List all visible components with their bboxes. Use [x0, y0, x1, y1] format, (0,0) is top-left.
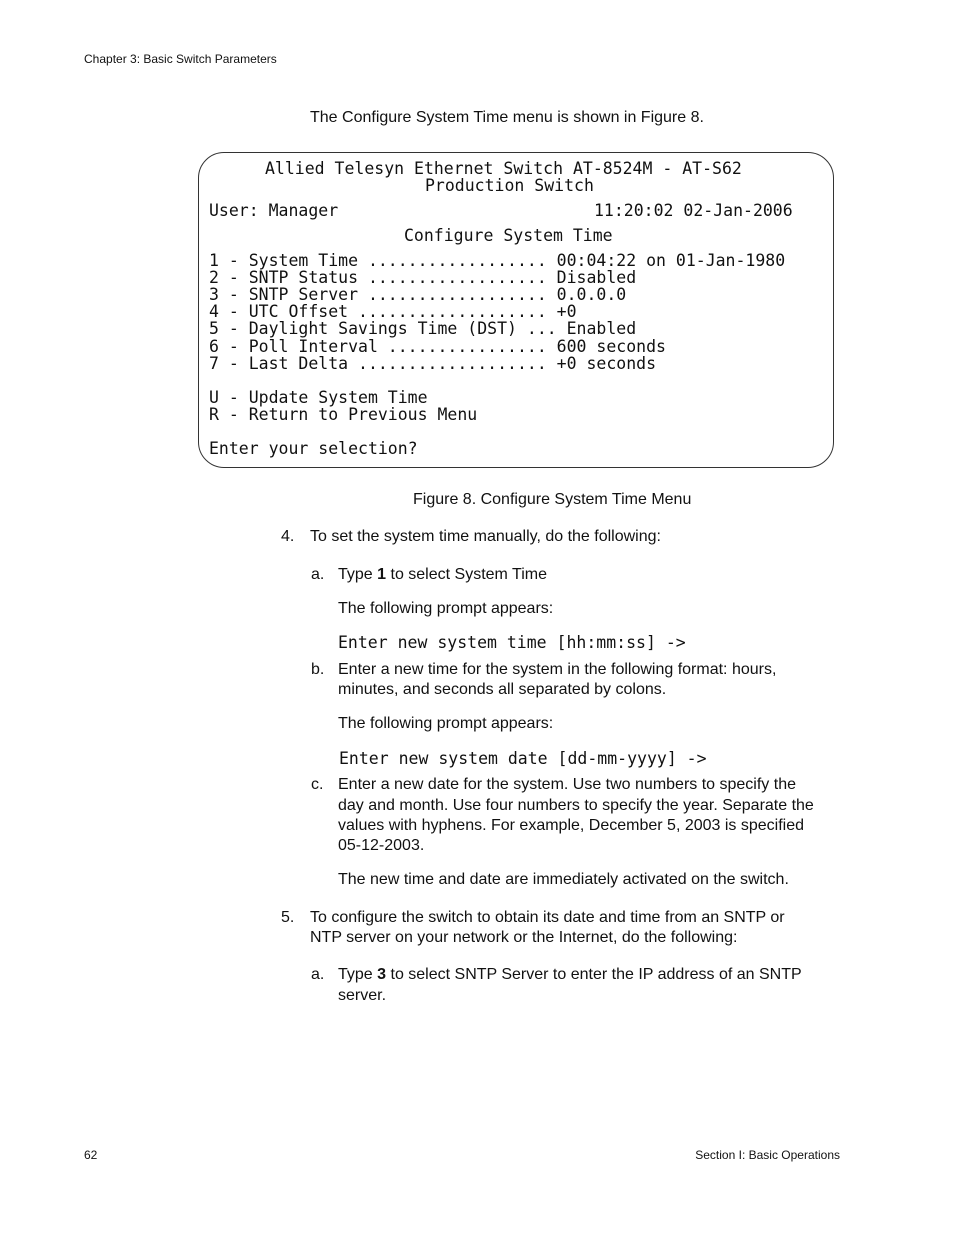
step-4a-label: a. — [311, 566, 325, 583]
step-4c-label: c. — [311, 776, 324, 793]
intro-text: The Configure System Time menu is shown in Figure 8. — [310, 109, 704, 126]
step-4-text: To set the system time manually, do the following: — [310, 528, 661, 545]
step-5-line1: To configure the switch to obtain its date and time from an SNTP or — [310, 909, 785, 926]
step-4c-follow: The new time and date are immediately activated on the switch. — [338, 871, 789, 888]
step-5-number: 5. — [281, 909, 295, 926]
step-4b-line2: minutes, and seconds all separated by colons. — [338, 681, 667, 698]
step-4c-line3: values with hyphens. For example, December 5, 2003 is specified — [338, 817, 805, 834]
step-4b-follow: The following prompt appears: — [338, 715, 554, 732]
step-4-number: 4. — [281, 528, 295, 545]
menu-option-sntp-status[interactable]: 2 - SNTP Status .................. Disabled — [209, 268, 637, 287]
step-4b-line1: Enter a new time for the system in the following format: hours, — [338, 661, 777, 678]
terminal-user: User: Manager — [209, 201, 339, 220]
terminal-title: Allied Telesyn Ethernet Switch AT-8524M - AT-S62 — [265, 159, 742, 178]
menu-option-sntp-server[interactable]: 3 - SNTP Server .................. 0.0.0.0 — [209, 285, 627, 304]
menu-option-utc-offset[interactable]: 4 - UTC Offset ................... +0 — [209, 302, 577, 321]
terminal-clock: 11:20:02 02-Jan-2006 — [594, 201, 793, 220]
step-5-line2: NTP server on your network or the Internet, do the following: — [310, 929, 738, 946]
step-4c-line4: 05-12-2003. — [338, 837, 425, 854]
step-5a-text: Type 3 to select SNTP Server to enter the IP address of an SNTP — [338, 966, 802, 983]
step-4a-follow: The following prompt appears: — [338, 600, 554, 617]
terminal-menu-title: Configure System Time — [404, 226, 613, 245]
menu-option-update[interactable]: U - Update System Time — [209, 388, 428, 407]
system-time-prompt-code: Enter new system time [hh:mm:ss] -> — [338, 633, 686, 652]
step-4c-line2: day and month. Use four numbers to specify the year. Separate the — [338, 797, 814, 814]
step-5a-label: a. — [311, 966, 325, 983]
menu-option-system-time[interactable]: 1 - System Time .................. 00:04:22 on 01-Jan-1980 — [209, 251, 786, 270]
step-4a-text: Type 1 to select System Time — [338, 566, 547, 583]
step-4b-label: b. — [311, 661, 325, 678]
step-4c-line1: Enter a new date for the system. Use two numbers to specify the — [338, 776, 796, 793]
terminal-subtitle: Production Switch — [425, 176, 594, 195]
chapter-header: Chapter 3: Basic Switch Parameters — [84, 52, 277, 66]
terminal-screen — [198, 152, 834, 468]
step-5a-line2: server. — [338, 987, 387, 1004]
figure-caption: Figure 8. Configure System Time Menu — [413, 491, 692, 508]
menu-option-last-delta[interactable]: 7 - Last Delta ................... +0 seconds — [209, 354, 657, 373]
system-date-prompt-code: Enter new system date [dd-mm-yyyy] -> — [339, 749, 707, 768]
terminal-prompt: Enter your selection? — [209, 439, 418, 458]
page-number: 62 — [84, 1148, 98, 1162]
menu-option-poll-interval[interactable]: 6 - Poll Interval ................ 600 seconds — [209, 337, 666, 356]
menu-option-return[interactable]: R - Return to Previous Menu — [209, 405, 478, 424]
section-footer: Section I: Basic Operations — [695, 1148, 840, 1162]
menu-option-dst[interactable]: 5 - Daylight Savings Time (DST) ... Enabled — [209, 319, 637, 338]
